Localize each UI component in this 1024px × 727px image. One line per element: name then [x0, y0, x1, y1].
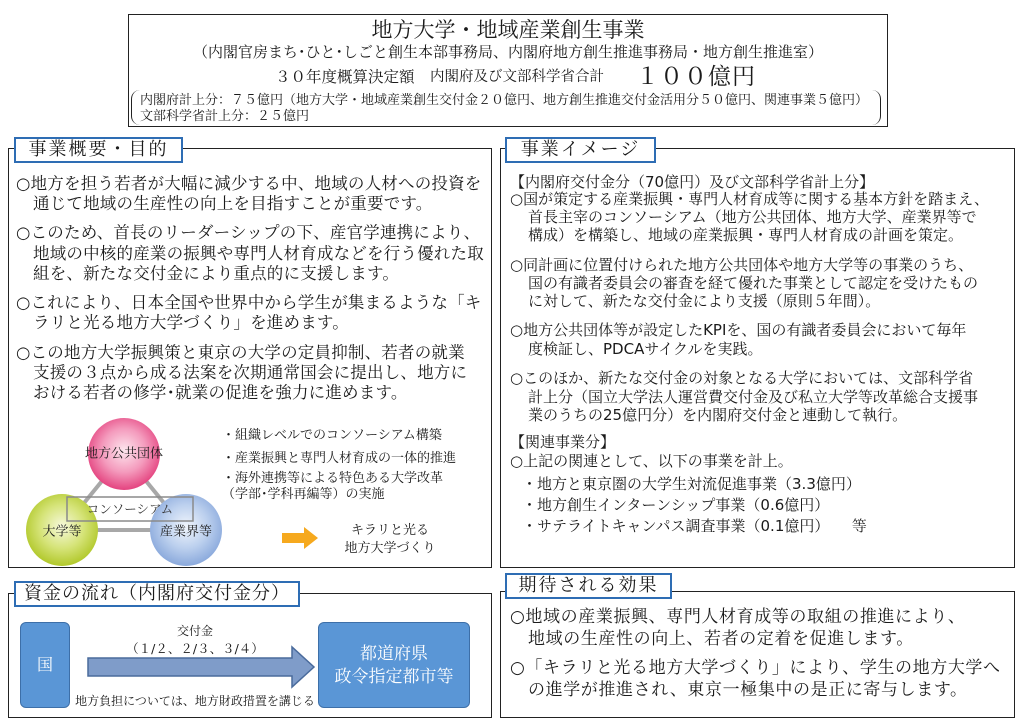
consortium-diagram [10, 410, 240, 568]
budget-scope: 内閣府及び文部科学省合計 [430, 69, 604, 85]
overview-line: 地域の中核的産業の振興や専門人材育成などを行う優れた取 [33, 244, 484, 263]
image-line: 構成）を構築し、地域の産業振興・専門人材育成の計画を策定。 [528, 226, 964, 244]
related-item: ・地方創生インターンシップ事業（0.6億円） [522, 496, 830, 514]
page-title: 地方大学・地域産業創生事業 [371, 18, 645, 42]
overview-line: ラリと光る地方大学づくり」を進めます。 [33, 313, 349, 332]
outcome-line: 地方大学づくり [344, 541, 436, 556]
fund-flow-arrow-icon [86, 645, 318, 689]
related-item: ・サテライトキャンパス調査事業（0.1億円） 等 [522, 517, 867, 535]
outcome-line: キラリと光る [350, 523, 429, 538]
image-line: 度検証し、PDCAサイクルを実践。 [528, 340, 763, 358]
national-government-label: 国 [36, 655, 53, 674]
diagram-point: ・産業振興と専門人材育成の一体的推進 [222, 451, 457, 466]
university-label: 大学等 [42, 524, 82, 540]
related-intro: ○上記の関連として、以下の事業を計上。 [510, 452, 793, 470]
overview-line: 支援の３点から成る法案を次期通常国会に提出し、地方に [33, 363, 468, 382]
consortium-label: コンソーシアム [86, 501, 174, 517]
outcome-arrow-icon [280, 525, 320, 551]
image-line: に対して、新たな交付金により支援（原則５年間）。 [528, 292, 881, 310]
overview-line: おける若者の修学･就業の促進を強力に進めます。 [33, 383, 408, 402]
effects-label: 期待される効果 [505, 573, 672, 599]
image-line: 計上分（国立大学法人運営費交付金及び私立大学等改革総合支援事 [528, 388, 979, 406]
effects-line: ○「キラリと光る地方大学づくり」により、学生の地方大学へ [510, 658, 1001, 678]
overview-line: ○これにより、日本全国や世界中から学生が集まるような「キ [16, 293, 482, 312]
grant-rates: （１/２、２/３、３/４） [126, 641, 264, 656]
effects-line: 地域の生産性の向上、若者の定着を促進します。 [528, 629, 914, 649]
prefecture-label: 都道府県 [360, 644, 428, 664]
page-subtitle: （内閣官房まち･ひと･しごと創生本部事務局、内閣府地方創生推進事務局・地方創生推進室） [192, 43, 823, 61]
overview-line: 通じて地域の生産性の向上を目指すことが重要です。 [33, 194, 433, 213]
industry-label: 産業界等 [159, 524, 213, 540]
image-line: 業のうちの25億円分）を内閣府交付金と連動して執行。 [528, 406, 908, 424]
effects-line: の進学が推進され、東京一極集中の是正に寄与します。 [528, 680, 968, 700]
prefecture-box [318, 622, 470, 708]
section-heading: 【関連事業分】 [510, 433, 616, 451]
business-image-label: 事業イメージ [505, 137, 656, 163]
image-line: 国の有識者委員会の審査を経て優れた事業として認定を受けたもの [528, 274, 979, 292]
overview-label: 事業概要・目的 [14, 137, 183, 163]
local-burden-note: 地方負担については、地方財政措置を講じる [75, 694, 315, 708]
grant-label: 交付金 [176, 624, 213, 638]
breakdown-mext: 文部科学省計上分：２５億円 [140, 109, 310, 124]
diagram-point: ・組織レベルでのコンソーシアム構築 [222, 428, 442, 443]
fund-flow-label: 資金の流れ（内閣府交付金分） [14, 581, 300, 607]
effects-line: ○地域の産業振興、専門人材育成等の取組の推進により、 [510, 607, 966, 627]
image-line: ○国が策定する産業振興・専門人材育成等に関する基本方針を踏まえ、 [510, 190, 989, 208]
local-government-label: 地方公共団体 [84, 446, 164, 462]
overview-line: 組を、新たな交付金により重点的に支援します。 [33, 264, 400, 283]
diagram-point: （学部･学科再編等）の実施 [222, 487, 385, 502]
overview-line: ○地方を担う若者が大幅に減少する中、地域の人材への投資を [16, 174, 482, 193]
related-item: ・地方と東京圏の大学生対流促進事業（3.3億円） [522, 475, 861, 493]
image-line: ○地方公共団体等が設定したKPIを、国の有識者委員会において毎年 [510, 321, 967, 339]
image-line: ○同計画に位置付けられた地方公共団体や地方大学等の事業のうち、 [510, 256, 974, 274]
overview-line: ○この地方大学振興策と東京の大学の定員抑制、若者の就業 [16, 343, 465, 362]
section-heading: 【内閣府交付金分（70億円）及び文部科学省計上分】 [510, 173, 875, 191]
diagram-point: ・海外連携等による特色ある大学改革 [222, 471, 444, 486]
overview-line: ○このため、首長のリーダーシップの下、産官学連携により、 [16, 223, 481, 242]
breakdown-cabinet-office: 内閣府計上分：７５億円（地方大学・地域産業創生交付金２０億円、地方創生推進交付金活用分５０億円、関連事業５億円） [140, 93, 869, 108]
image-line: ○このほか、新たな交付金の対象となる大学においては、文部科学省 [510, 369, 974, 387]
designated-city-label: 政令指定都市等 [334, 667, 454, 687]
image-line: 首長主宰のコンソーシアム（地方公共団体、地方大学、産業界等で [528, 208, 977, 226]
budget-label: ３０年度概算決定額 [275, 68, 415, 86]
budget-total: １００億円 [636, 64, 756, 90]
